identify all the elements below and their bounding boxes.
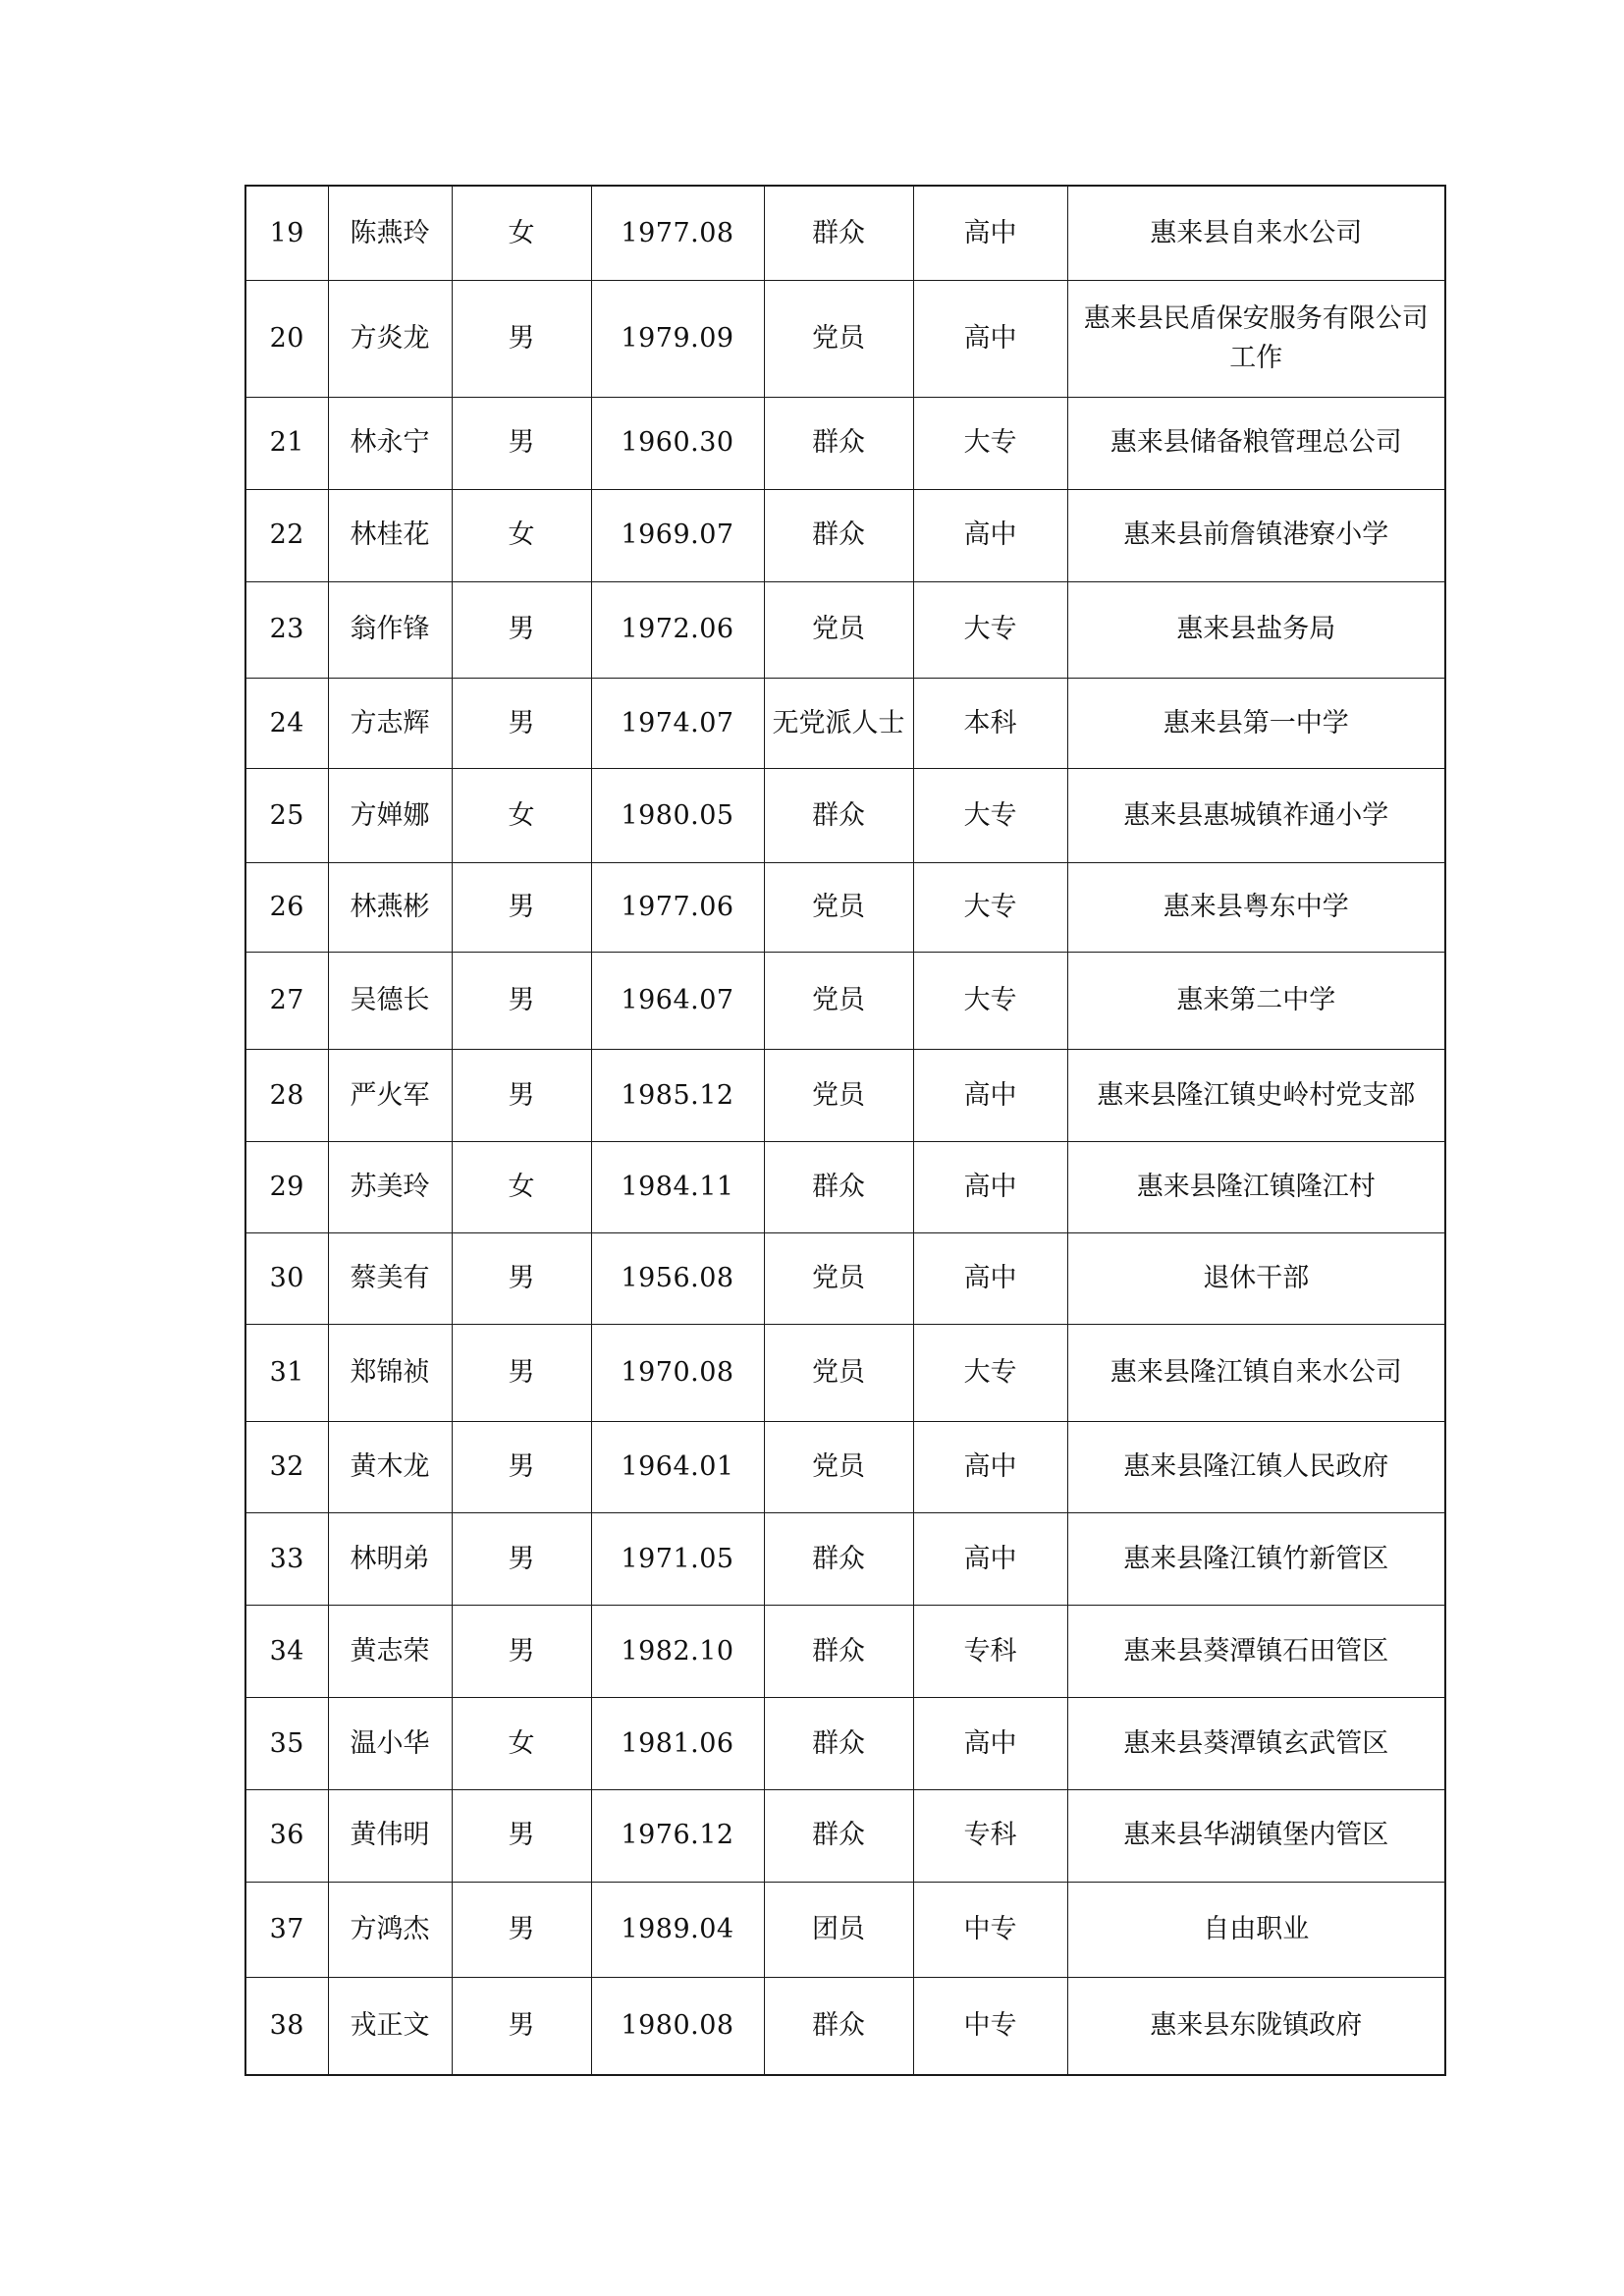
education-cell: 大专 [913, 862, 1067, 952]
political-status-cell: 党员 [764, 862, 913, 952]
serial-number-cell: 33 [245, 1513, 328, 1606]
gender-cell: 男 [452, 1421, 591, 1513]
name-cell: 翁作锋 [328, 581, 452, 678]
education-cell: 专科 [913, 1790, 1067, 1883]
gender-cell: 男 [452, 1232, 591, 1325]
serial-number-cell: 20 [245, 281, 328, 398]
political-status-cell: 群众 [764, 1513, 913, 1606]
table-row [245, 862, 1445, 952]
serial-number-cell: 27 [245, 952, 328, 1050]
work-unit-cell: 自由职业 [1067, 1882, 1445, 1977]
name-cell: 方鸿杰 [328, 1882, 452, 1977]
name-cell: 严火军 [328, 1050, 452, 1142]
work-unit-cell: 惠来县储备粮管理总公司 [1067, 398, 1445, 490]
education-cell: 高中 [913, 1232, 1067, 1325]
political-status-cell: 群众 [764, 769, 913, 862]
member-roster-table [244, 185, 1446, 2076]
table-row [245, 952, 1445, 1050]
birth-date-cell: 1984.11 [591, 1142, 764, 1232]
work-unit-cell: 惠来县盐务局 [1067, 581, 1445, 678]
serial-number-cell: 22 [245, 489, 328, 581]
birth-date-cell: 1979.09 [591, 281, 764, 398]
gender-cell: 男 [452, 581, 591, 678]
serial-number-cell: 34 [245, 1606, 328, 1698]
political-status-cell: 无党派人士 [764, 679, 913, 769]
name-cell: 戎正文 [328, 1977, 452, 2075]
political-status-cell: 党员 [764, 581, 913, 678]
birth-date-cell: 1956.08 [591, 1232, 764, 1325]
birth-date-cell: 1972.06 [591, 581, 764, 678]
work-unit-cell: 惠来县惠城镇祚通小学 [1067, 769, 1445, 862]
political-status-cell: 党员 [764, 1232, 913, 1325]
serial-number-cell: 37 [245, 1882, 328, 1977]
gender-cell: 男 [452, 1882, 591, 1977]
table-row [245, 679, 1445, 769]
education-cell: 高中 [913, 1142, 1067, 1232]
table-row [245, 769, 1445, 862]
gender-cell: 女 [452, 1698, 591, 1790]
gender-cell: 男 [452, 679, 591, 769]
work-unit-cell: 惠来县自来水公司 [1067, 186, 1445, 281]
name-cell: 林永宁 [328, 398, 452, 490]
education-cell: 高中 [913, 281, 1067, 398]
work-unit-cell: 惠来县隆江镇隆江村 [1067, 1142, 1445, 1232]
name-cell: 苏美玲 [328, 1142, 452, 1232]
work-unit-cell: 惠来县隆江镇人民政府 [1067, 1421, 1445, 1513]
name-cell: 黄木龙 [328, 1421, 452, 1513]
education-cell: 本科 [913, 679, 1067, 769]
table-row [245, 1698, 1445, 1790]
political-status-cell: 群众 [764, 1790, 913, 1883]
table-row [245, 281, 1445, 398]
table-row [245, 1142, 1445, 1232]
table-row [245, 1513, 1445, 1606]
birth-date-cell: 1960.30 [591, 398, 764, 490]
table-row [245, 581, 1445, 678]
table-row [245, 1977, 1445, 2075]
name-cell: 陈燕玲 [328, 186, 452, 281]
serial-number-cell: 38 [245, 1977, 328, 2075]
serial-number-cell: 29 [245, 1142, 328, 1232]
education-cell: 高中 [913, 1513, 1067, 1606]
political-status-cell: 团员 [764, 1882, 913, 1977]
birth-date-cell: 1969.07 [591, 489, 764, 581]
name-cell: 黄伟明 [328, 1790, 452, 1883]
education-cell: 大专 [913, 581, 1067, 678]
table-row [245, 1421, 1445, 1513]
serial-number-cell: 35 [245, 1698, 328, 1790]
serial-number-cell: 31 [245, 1325, 328, 1421]
serial-number-cell: 24 [245, 679, 328, 769]
name-cell: 林明弟 [328, 1513, 452, 1606]
work-unit-cell: 惠来县隆江镇竹新管区 [1067, 1513, 1445, 1606]
gender-cell: 男 [452, 1513, 591, 1606]
work-unit-cell: 惠来县第一中学 [1067, 679, 1445, 769]
gender-cell: 男 [452, 1606, 591, 1698]
birth-date-cell: 1985.12 [591, 1050, 764, 1142]
work-unit-cell: 惠来第二中学 [1067, 952, 1445, 1050]
birth-date-cell: 1970.08 [591, 1325, 764, 1421]
gender-cell: 女 [452, 769, 591, 862]
gender-cell: 女 [452, 489, 591, 581]
work-unit-cell: 惠来县华湖镇堡内管区 [1067, 1790, 1445, 1883]
gender-cell: 男 [452, 1325, 591, 1421]
name-cell: 林燕彬 [328, 862, 452, 952]
education-cell: 高中 [913, 489, 1067, 581]
name-cell: 郑锦祯 [328, 1325, 452, 1421]
gender-cell: 女 [452, 186, 591, 281]
serial-number-cell: 30 [245, 1232, 328, 1325]
birth-date-cell: 1964.07 [591, 952, 764, 1050]
name-cell: 方炎龙 [328, 281, 452, 398]
serial-number-cell: 21 [245, 398, 328, 490]
gender-cell: 男 [452, 1050, 591, 1142]
political-status-cell: 群众 [764, 398, 913, 490]
birth-date-cell: 1980.08 [591, 1977, 764, 2075]
serial-number-cell: 28 [245, 1050, 328, 1142]
education-cell: 高中 [913, 186, 1067, 281]
political-status-cell: 群众 [764, 1142, 913, 1232]
birth-date-cell: 1982.10 [591, 1606, 764, 1698]
birth-date-cell: 1974.07 [591, 679, 764, 769]
name-cell: 吴德长 [328, 952, 452, 1050]
birth-date-cell: 1989.04 [591, 1882, 764, 1977]
name-cell: 方志辉 [328, 679, 452, 769]
birth-date-cell: 1977.06 [591, 862, 764, 952]
work-unit-cell: 惠来县隆江镇自来水公司 [1067, 1325, 1445, 1421]
education-cell: 高中 [913, 1050, 1067, 1142]
serial-number-cell: 19 [245, 186, 328, 281]
serial-number-cell: 36 [245, 1790, 328, 1883]
education-cell: 中专 [913, 1977, 1067, 2075]
serial-number-cell: 25 [245, 769, 328, 862]
birth-date-cell: 1977.08 [591, 186, 764, 281]
work-unit-cell: 惠来县葵潭镇石田管区 [1067, 1606, 1445, 1698]
political-status-cell: 群众 [764, 186, 913, 281]
birth-date-cell: 1964.01 [591, 1421, 764, 1513]
education-cell: 大专 [913, 769, 1067, 862]
work-unit-cell: 惠来县前詹镇港寮小学 [1067, 489, 1445, 581]
political-status-cell: 党员 [764, 952, 913, 1050]
work-unit-cell: 惠来县隆江镇史岭村党支部 [1067, 1050, 1445, 1142]
name-cell: 黄志荣 [328, 1606, 452, 1698]
table-row [245, 1232, 1445, 1325]
work-unit-cell: 惠来县葵潭镇玄武管区 [1067, 1698, 1445, 1790]
political-status-cell: 党员 [764, 281, 913, 398]
gender-cell: 男 [452, 952, 591, 1050]
birth-date-cell: 1981.06 [591, 1698, 764, 1790]
political-status-cell: 党员 [764, 1050, 913, 1142]
gender-cell: 女 [452, 1142, 591, 1232]
gender-cell: 男 [452, 281, 591, 398]
political-status-cell: 党员 [764, 1421, 913, 1513]
name-cell: 温小华 [328, 1698, 452, 1790]
roster-body [245, 186, 1445, 2075]
table-row [245, 1606, 1445, 1698]
political-status-cell: 群众 [764, 1698, 913, 1790]
table-row [245, 398, 1445, 490]
political-status-cell: 党员 [764, 1325, 913, 1421]
serial-number-cell: 32 [245, 1421, 328, 1513]
education-cell: 大专 [913, 398, 1067, 490]
table-row [245, 1050, 1445, 1142]
work-unit-cell: 惠来县东陇镇政府 [1067, 1977, 1445, 2075]
work-unit-cell: 退休干部 [1067, 1232, 1445, 1325]
political-status-cell: 群众 [764, 1606, 913, 1698]
table-row [245, 186, 1445, 281]
education-cell: 大专 [913, 1325, 1067, 1421]
birth-date-cell: 1971.05 [591, 1513, 764, 1606]
name-cell: 方婵娜 [328, 769, 452, 862]
gender-cell: 男 [452, 862, 591, 952]
political-status-cell: 群众 [764, 1977, 913, 2075]
serial-number-cell: 26 [245, 862, 328, 952]
education-cell: 高中 [913, 1698, 1067, 1790]
work-unit-cell: 惠来县粤东中学 [1067, 862, 1445, 952]
education-cell: 高中 [913, 1421, 1067, 1513]
table-row [245, 1325, 1445, 1421]
education-cell: 大专 [913, 952, 1067, 1050]
table-row [245, 489, 1445, 581]
education-cell: 中专 [913, 1882, 1067, 1977]
table-row [245, 1882, 1445, 1977]
work-unit-cell: 惠来县民盾保安服务有限公司工作 [1067, 281, 1445, 398]
birth-date-cell: 1976.12 [591, 1790, 764, 1883]
gender-cell: 男 [452, 398, 591, 490]
serial-number-cell: 23 [245, 581, 328, 678]
name-cell: 蔡美有 [328, 1232, 452, 1325]
gender-cell: 男 [452, 1977, 591, 2075]
gender-cell: 男 [452, 1790, 591, 1883]
birth-date-cell: 1980.05 [591, 769, 764, 862]
table-row [245, 1790, 1445, 1883]
name-cell: 林桂花 [328, 489, 452, 581]
political-status-cell: 群众 [764, 489, 913, 581]
education-cell: 专科 [913, 1606, 1067, 1698]
